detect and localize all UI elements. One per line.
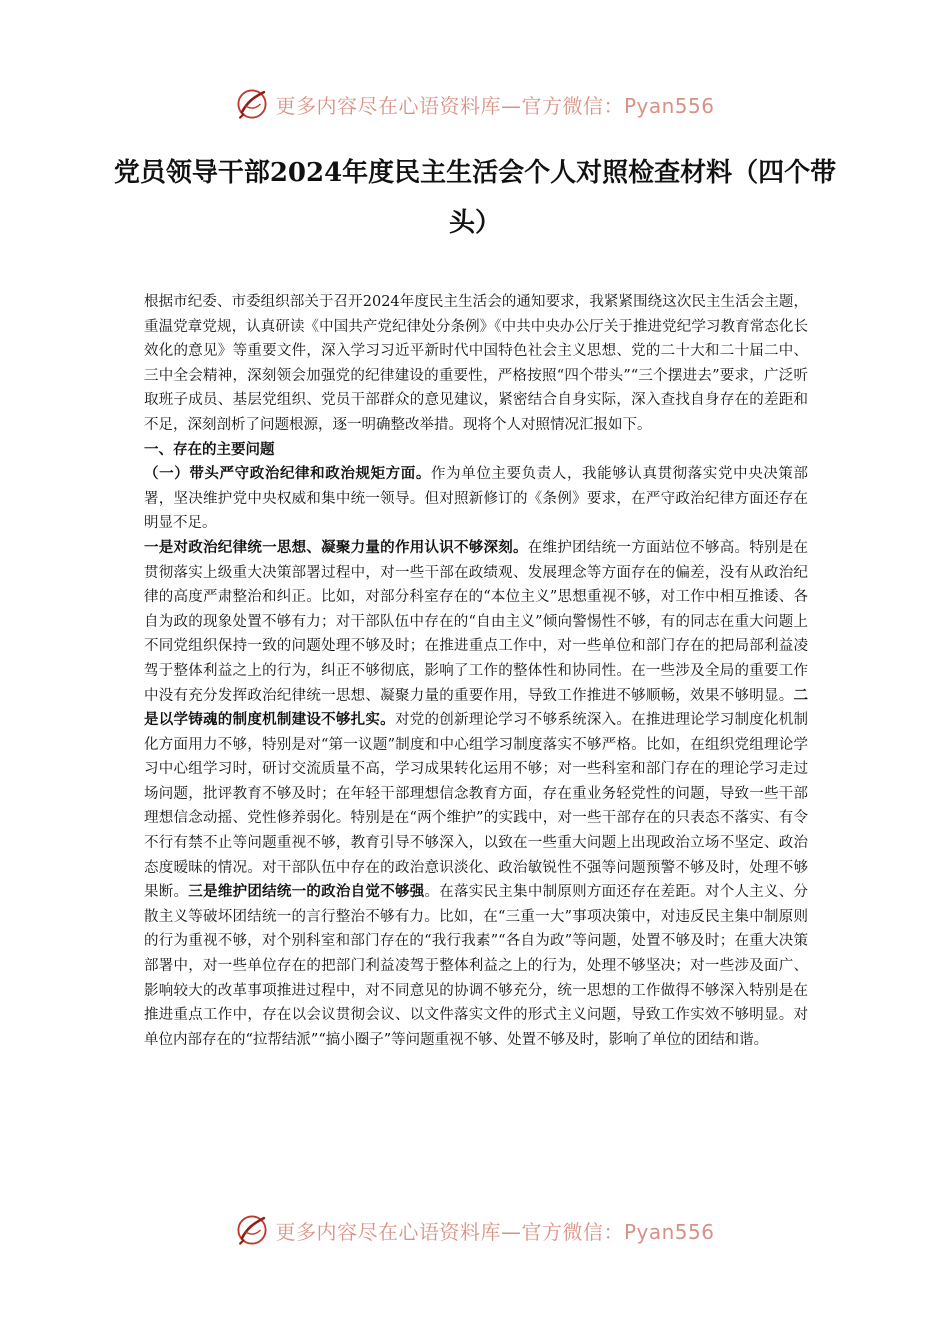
subsection-text: 作为单位主要负责人，我能够认真贯彻落实党中央决策部署，坚决维护党中央权威和集中统一领导。但对照新修订的《条例》要求，在严守政治纪律方面还存在明显不足。 xyxy=(144,466,809,532)
section-heading: 一、存在的主要问题 xyxy=(144,440,275,458)
watermark-text: 更多内容尽在心语资料库—官方微信：Pyan556 xyxy=(275,1219,715,1244)
point-1-heading: 一是对政治纪律统一思想、凝聚力量的作用认识不够深刻。 xyxy=(144,538,528,556)
watermark-banner-bottom xyxy=(0,1210,950,1250)
subsection-paragraph xyxy=(144,462,808,536)
pen-swirl-icon xyxy=(235,87,269,121)
points-paragraph xyxy=(144,536,808,1052)
subsection-heading: （一）带头严守政治纪律和政治规矩方面。 xyxy=(144,465,431,483)
point-2-heading: 二是以学铸魂的制度机制建设不够扎实。 xyxy=(144,686,808,729)
pen-swirl-icon xyxy=(235,1213,269,1247)
document-body xyxy=(144,290,808,1052)
watermark-banner-top xyxy=(0,84,950,124)
intro-paragraph: 根据市纪委、市委组织部关于召开2024年度民主生活会的通知要求，我紧紧围绕这次民主生活会主题，重温党章党规，认真研读《中国共产党纪律处分条例》《中共中央办公厅关于推进党纪学习教育常态化长效化的意见》等重要文件，深入学习习近平新时代中国特色社会主义思想、党的二十大和二十届二中、三中全会精神，深刻领会加强党的纪律建设的重要性，严格按照“四个带头”“三个摆进去”要求，广泛听取班子成员、基层党组织、党员干部群众的意见建议，紧密结合自身实际，深入查找自身存在的差距和不足，深刻剖析了问题根源，逐一明确整改举措。现将个人对照情况汇报如下。 xyxy=(144,294,808,433)
document-title: 党员领导干部2024年度民主生活会个人对照检查材料（四个带头） xyxy=(113,158,837,238)
point-3-heading: 三是维护团结统一的政治自觉不够强 xyxy=(188,883,425,901)
point-2-text: 对党的创新理论学习不够系统深入。在推进理论学习制度化机制化方面用力不够，特别是对“第一议题”制度和中心组学习制度落实不够严格。比如，在组织党组理论学习中心组学习时，研讨交流质量不高，学习成果转化运用不够；对一些科室和部门存在的理论学习走过场问题，批评教育不够及时；在年轻干部理想信念教育方面，存在重业务轻党性的问题，导致一些干部理想信念动摇、党性修养弱化。特别是在“两个维护”的实践中，对一些干部存在的只表态不落实、有令不行有禁不止等问题重视不够，教育引导不够深入，以致在一些重大问题上出现政治立场不坚定、政治态度暧昧的情况。对干部队伍中存在的政治意识淡化、政治敏锐性不强等问题预警不够及时，处理不够果断。 xyxy=(144,712,809,901)
point-1-text: 在维护团结统一方面站位不够高。特别是在贯彻落实上级重大决策部署过程中，对一些干部在政绩观、发展理念等方面存在的偏差，没有从政治纪律的高度严肃整治和纠正。比如，对部分科室存在的“本位主义”思想重视不够，对工作中相互推诿、各自为政的现象处置不够有力；对干部队伍中存在的“自由主义”倾向警惕性不够，有的同志在重大问题上不同党组织保持一致的问题处理不够及时；在推进重点工作中，对一些单位和部门存在的把局部利益凌驾于整体利益之上的行为，纠正不够彻底，影响了工作的整体性和协同性。在一些涉及全局的重要工作中没有充分发挥政治纪律统一思想、凝聚力量的重要作用，导致工作推进不够顺畅，效果不够明显。 xyxy=(144,539,808,704)
point-3-text: 。在落实民主集中制原则方面还存在差距。对个人主义、分散主义等破坏团结统一的言行整治不够有力。比如，在“三重一大”事项决策中，对违反民主集中制原则的行为重视不够，对个别科室和部门存在的“我行我素”“各自为政”等问题，处置不够及时；在重大决策部署中，对一些单位存在的把部门利益凌驾于整体利益之上的行为，处理不够坚决；对一些涉及面广、影响较大的改革事项推进过程中，对不同意见的协调不够充分，统一思想的工作做得不够深入特别是在推进重点工作中，存在以会议贯彻会议、以文件落实文件的形式主义问题，导致工作实效不够明显。对单位内部存在的“拉帮结派”“搞小圈子”等问题重视不够、处置不够及时，影响了单位的团结和谐。 xyxy=(144,884,809,1048)
watermark-text: 更多内容尽在心语资料库—官方微信：Pyan556 xyxy=(275,93,715,118)
